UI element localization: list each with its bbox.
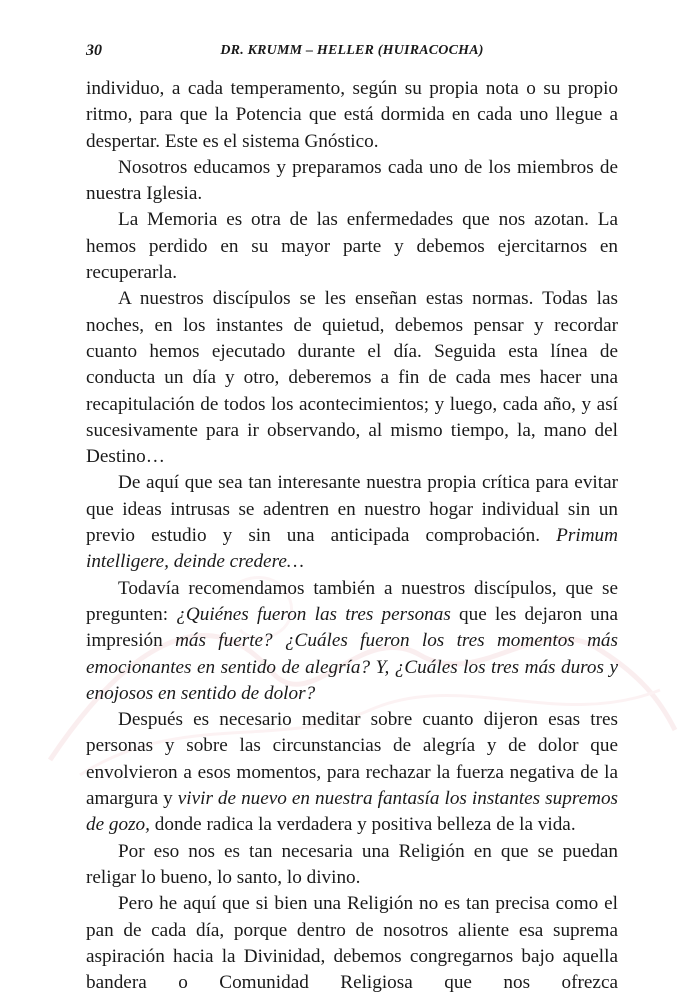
text-segment: que les dejaron una impresión: [86, 603, 619, 652]
text-segment: individuo, a cada temperamento, según su propia nota o su propio ritmo, para que la Potencia que está dormida en cada uno llegue a despertar. Este es el sistema Gnóstico.: [86, 78, 618, 152]
page-header: [86, 42, 618, 64]
paragraph: [86, 707, 618, 838]
text-segment: Todavía recomendamos también a nuestros discípulos, que se pregunten:: [86, 577, 618, 625]
text-segment: Nosotros educamos y preparamos cada uno de los miembros de nuestra Iglesia.: [86, 156, 618, 205]
paragraph: [86, 470, 618, 575]
paragraph: [86, 207, 618, 286]
paragraph: [86, 286, 618, 470]
text-segment: La Memoria es otra de las enfermedades que nos azotan. La hemos perdido en su mayor parte y debemos ejercitarnos en recuperarla.: [86, 209, 618, 284]
italic-text: Primum intelligere, deinde credere…: [86, 525, 618, 573]
page-number: 30: [86, 42, 102, 59]
text-segment: Pero he aquí que si bien una Religión no es tan precisa como el pan de cada día, porque dentro de nosotros aliente esa suprema aspiración hacia la Divinidad, debemos congregarnos bajo aquella bandera o Comunidad Religiosa que nos ofrezca: [86, 893, 618, 994]
paragraph: [86, 576, 618, 707]
paragraph: [86, 839, 618, 892]
text-segment: Por eso nos es tan necesaria una Religión en que se puedan religar lo bueno, lo santo, lo divino.: [86, 840, 618, 888]
text-segment: A nuestros discípulos se les enseñan estas normas. Todas las noches, en los instantes de quietud, debemos pensar y recordar cuanto hemos ejecutado durante el día. Seguida esta línea de conducta un día y otro, deberemos a fin de cada mes hacer una recapitulación de todos los acontecimientos; y luego, cada año, y así sucesivamente para ir observando, al mismo tiempo, la, mano del Destino…: [86, 288, 618, 468]
running-title: DR. KRUMM – HELLER (HUIRACOCHA): [220, 43, 484, 58]
text-segment: Después es necesario meditar sobre cuanto dijeron esas tres personas y sobre las circunstancias de alegría y de dolor que envolvieron a esos momentos, para rechazar la fuerza negativa de la amargura y: [86, 709, 618, 810]
text-segment: donde radica la verdadera y positiva belleza de la vida.: [149, 814, 576, 836]
italic-text: vivir de nuevo en nuestra fantasía los instantes supremos de gozo,: [86, 788, 619, 836]
italic-text: más fuerte? ¿Cuáles fueron los tres momentos más emocionantes en sentido de alegría? Y, ¿Cuáles los tres más duros y enojosos en sentido de dolor?: [86, 630, 618, 704]
italic-text: ¿Quiénes fueron las tres personas: [176, 603, 451, 625]
paragraph: [86, 76, 618, 155]
paragraph: [86, 155, 618, 208]
body-text: [86, 76, 618, 996]
paragraph: [86, 891, 618, 996]
text-segment: De aquí que sea tan interesante nuestra propia crítica para evitar que ideas intrusas se adentren en nuestro hogar individual sin un previo estudio y sin una anticipada comprobación.: [86, 472, 618, 547]
